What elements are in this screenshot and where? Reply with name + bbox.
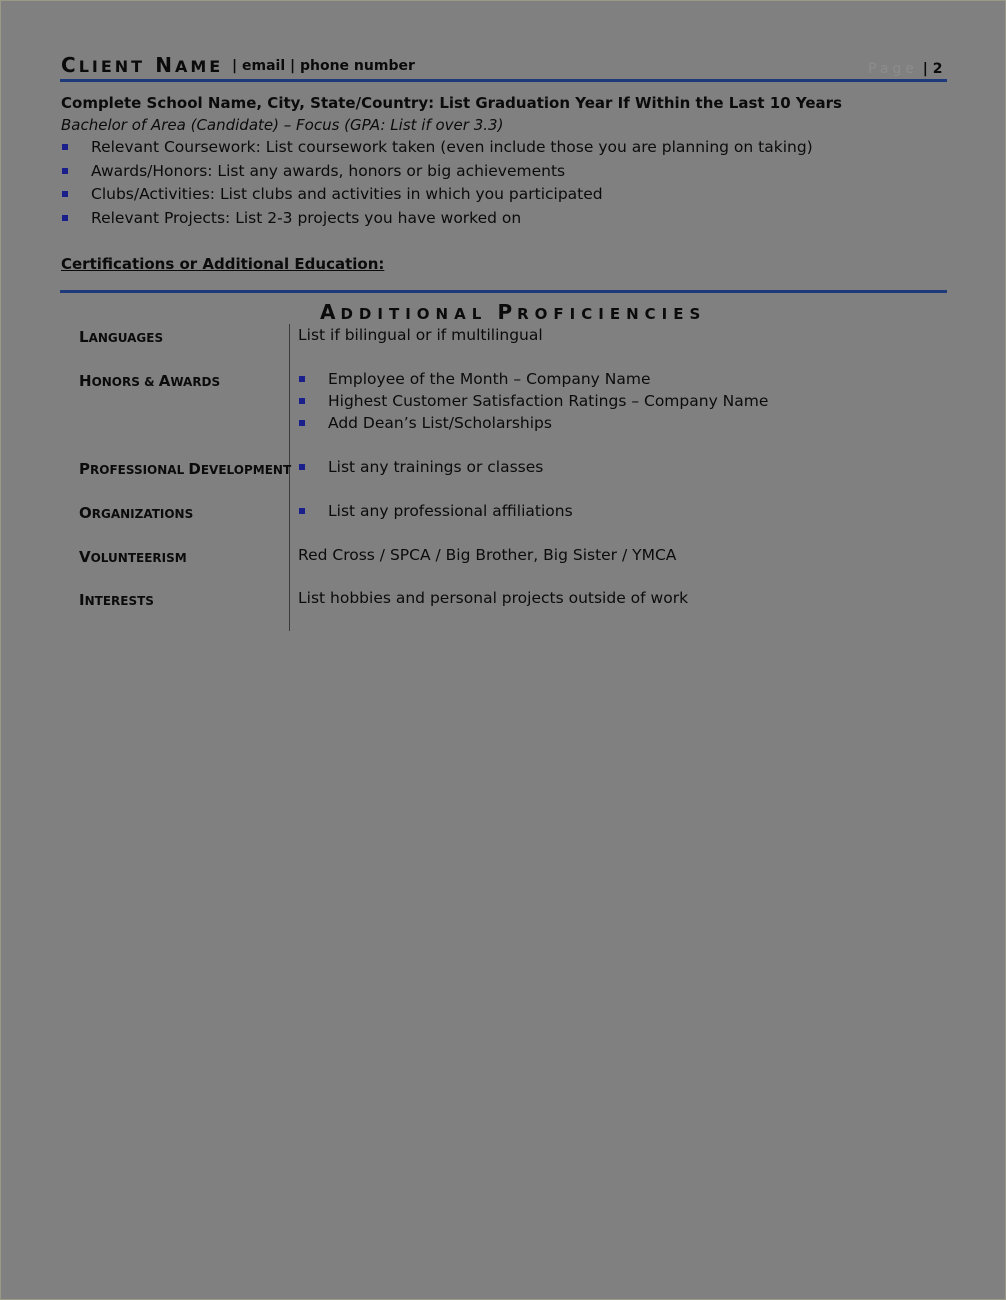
label-honors-awards: HONORS & AWARDS	[79, 372, 221, 390]
name-last-initial: N	[155, 53, 175, 77]
value-interests: List hobbies and personal projects outside of work	[298, 589, 689, 607]
proficiencies-title	[320, 300, 706, 324]
square-bullet-icon	[299, 376, 305, 382]
label-languages: LANGUAGES	[79, 328, 164, 346]
square-bullet-icon	[62, 191, 68, 197]
square-bullet-icon	[299, 508, 305, 514]
title-initial: A	[320, 300, 341, 324]
page-indicator	[868, 58, 943, 77]
certifications-heading: Certifications or Additional Education:	[61, 255, 385, 273]
label-professional-development: PROFESSIONAL DEVELOPMENT	[79, 460, 292, 478]
page-separator: |	[917, 61, 933, 77]
label-organizations: ORGANIZATIONS	[79, 504, 194, 522]
square-bullet-icon	[299, 420, 305, 426]
label-interests: INTERESTS	[79, 591, 154, 609]
page-label: Page	[868, 61, 918, 77]
bullet-text: Relevant Coursework: List coursework taken (even include those you are planning on taking)	[91, 138, 813, 156]
title-rest: ROFICIENCIES	[517, 305, 707, 323]
title-rest: DDITIONAL	[340, 305, 488, 323]
square-bullet-icon	[299, 398, 305, 404]
name-first-initial: C	[61, 53, 79, 77]
value-languages: List if bilingual or if multilingual	[298, 326, 543, 344]
square-bullet-icon	[62, 215, 68, 221]
school-line: Complete School Name, City, State/Country: List Graduation Year If Within the Last 10 Years	[61, 94, 842, 112]
section-rule	[60, 290, 947, 293]
value-volunteerism: Red Cross / SPCA / Big Brother, Big Sister / YMCA	[298, 546, 677, 564]
page-number: 2	[932, 61, 943, 77]
square-bullet-icon	[62, 168, 68, 174]
degree-line: Bachelor of Area (Candidate) – Focus (GPA: List if over 3.3)	[61, 116, 504, 134]
square-bullet-icon	[62, 144, 68, 150]
client-name	[61, 53, 223, 77]
label-volunteerism: VOLUNTEERISM	[79, 548, 187, 566]
bullet-text: Relevant Projects: List 2-3 projects you have worked on	[91, 209, 522, 227]
list-item-text: List any trainings or classes	[328, 458, 544, 476]
name-first-rest: LIENT	[78, 57, 146, 76]
bullet-text: Awards/Honors: List any awards, honors or big achievements	[91, 162, 566, 180]
list-item-text: Highest Customer Satisfaction Ratings – Company Name	[328, 392, 769, 410]
list-item-text: Add Dean’s List/Scholarships	[328, 414, 552, 432]
name-last-rest: AME	[175, 57, 224, 76]
contact-info: | email | phone number	[232, 58, 415, 74]
list-item-text: Employee of the Month – Company Name	[328, 370, 651, 388]
title-initial: P	[497, 300, 518, 324]
square-bullet-icon	[299, 464, 305, 470]
list-item-text: List any professional affiliations	[328, 502, 573, 520]
bullet-text: Clubs/Activities: List clubs and activities in which you participated	[91, 185, 603, 203]
header-rule	[60, 79, 947, 82]
